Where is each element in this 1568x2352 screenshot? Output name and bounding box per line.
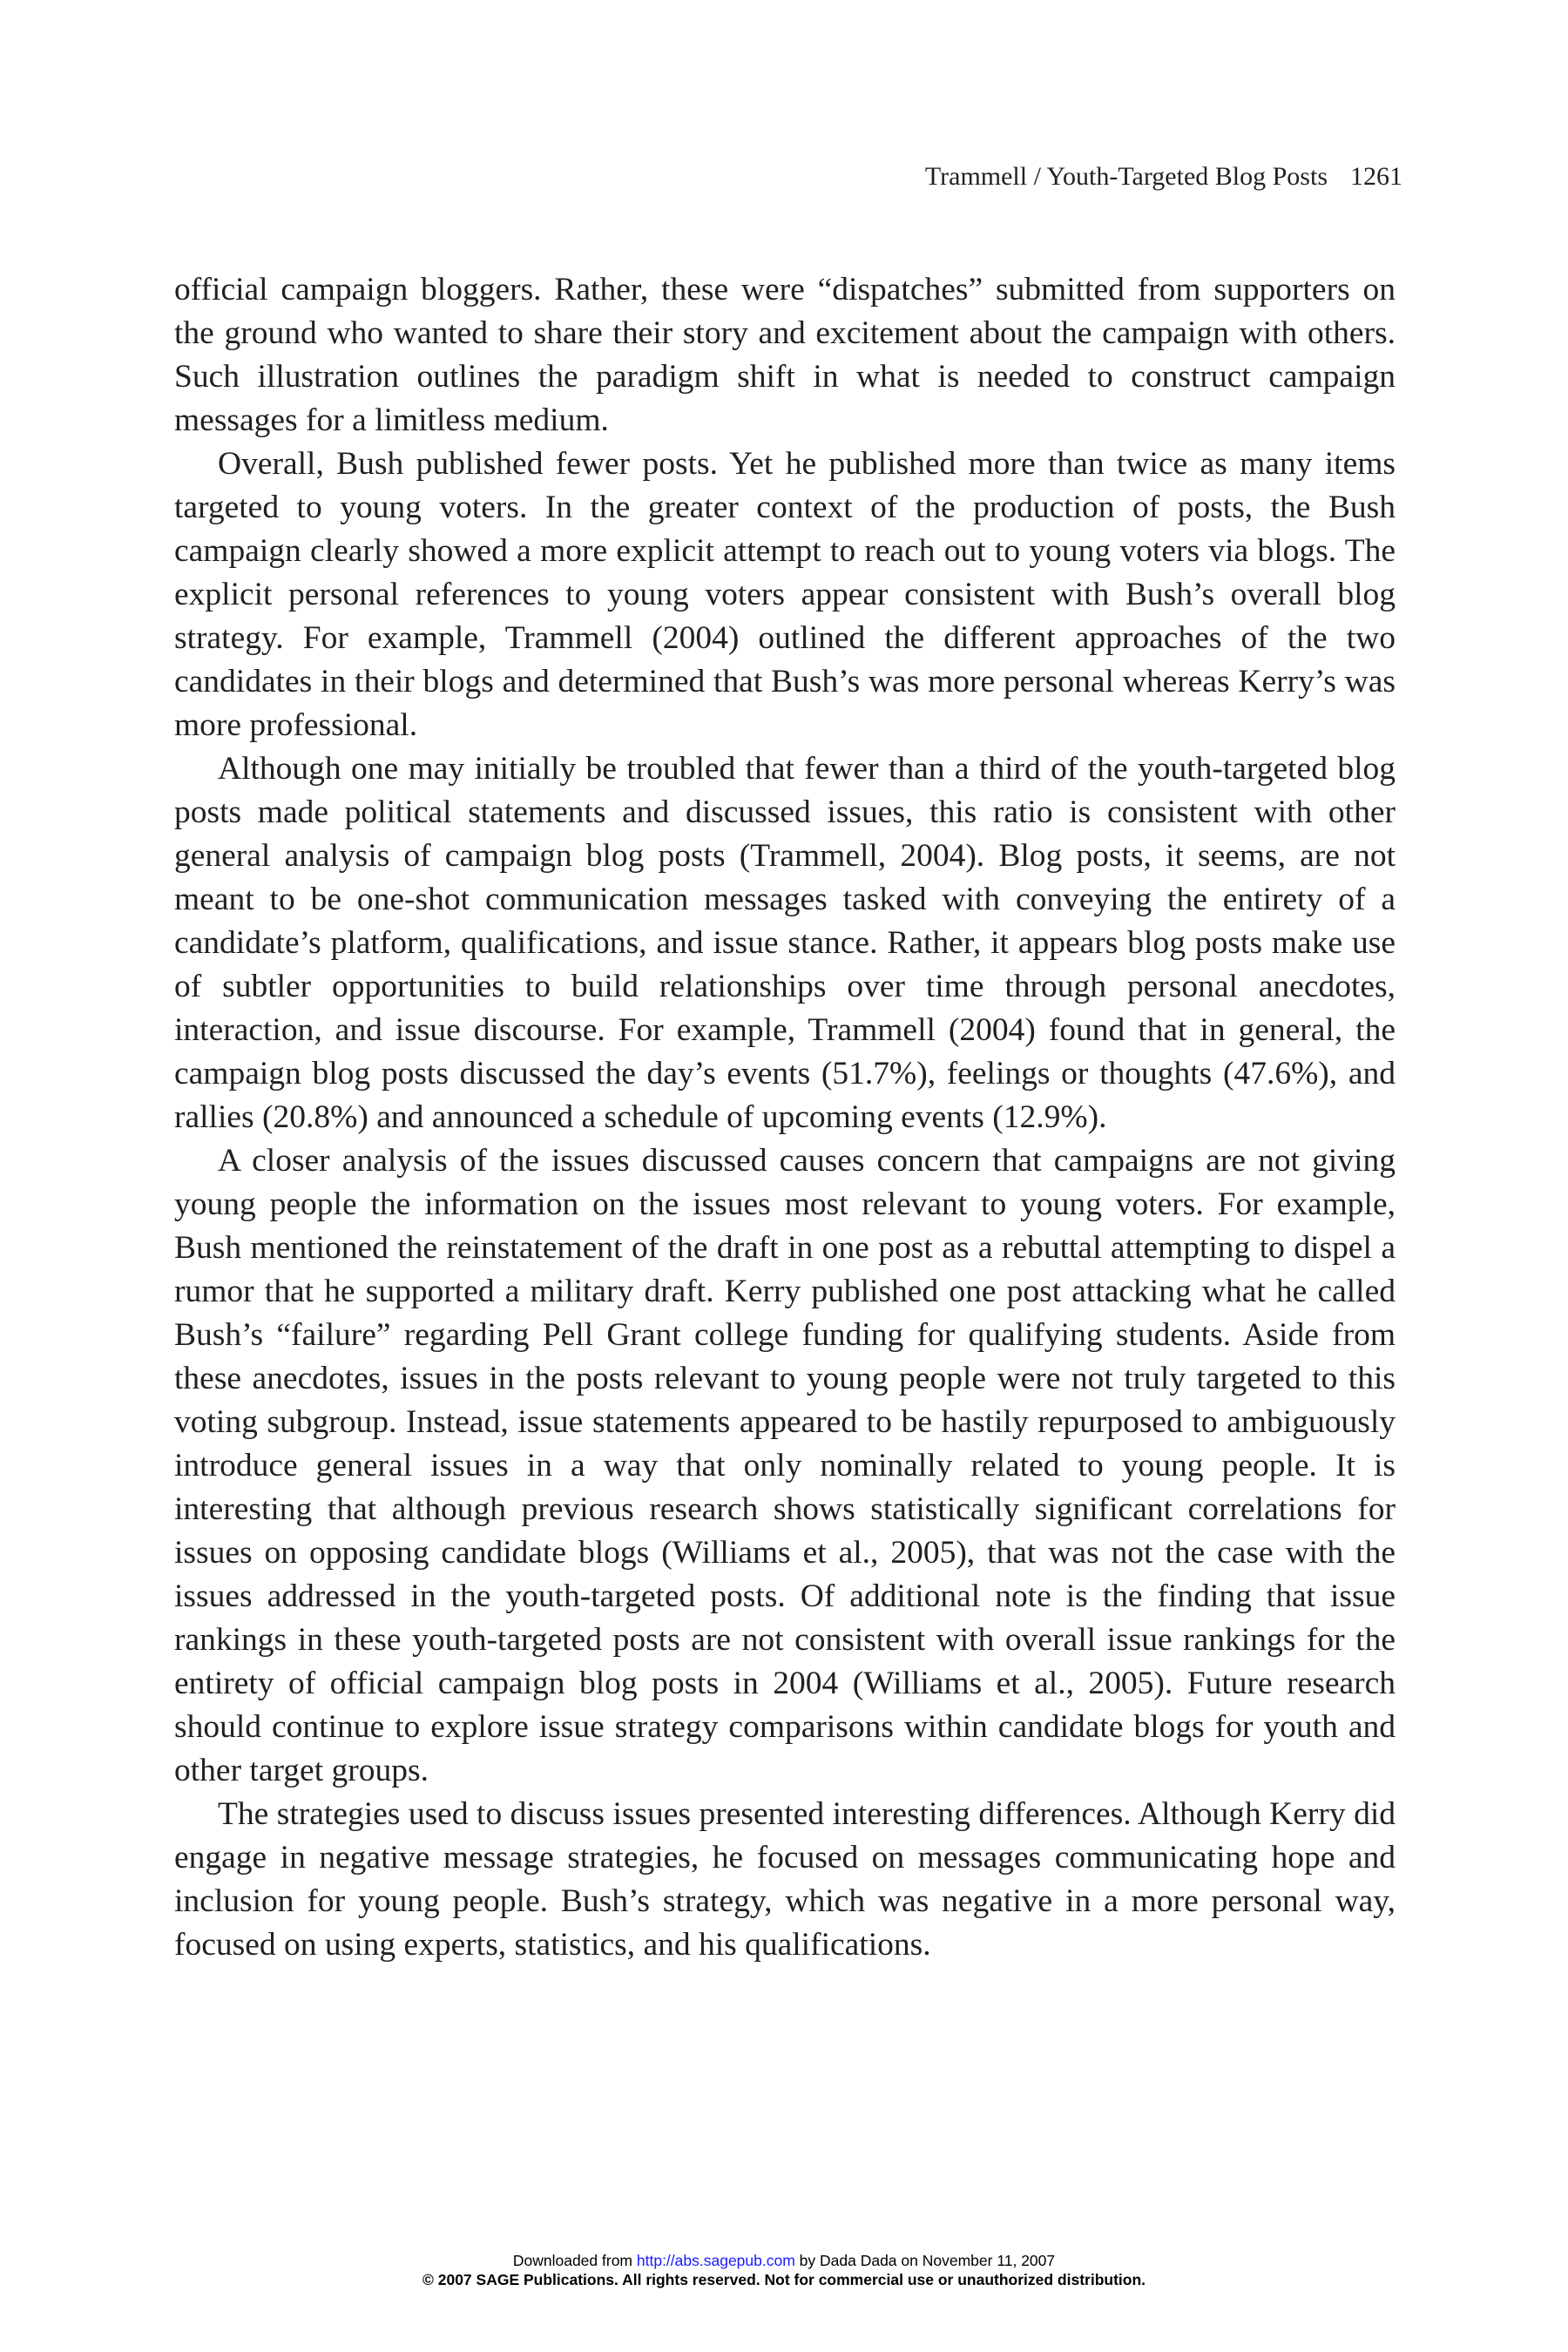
download-suffix: by Dada Dada on November 11, 2007 [794,2252,1056,2269]
download-notice [0,2251,1568,2270]
download-prefix: Downloaded from [512,2252,637,2269]
paragraph-1: official campaign bloggers. Rather, these were “dispatches” submitted from supporters on the ground who wanted to share their story and excitement about the campaign with others. Such illustration outlines the paradigm shift in what is needed to construct campaign messages for a limitless medium. [174,272,1396,438]
paragraph-4: A closer analysis of the issues discussed causes concern that campaigns are not giving young people the information on the issues most relevant to young voters. For example, Bush mentioned the reinstatement of the draft in one post as a rebuttal attempting to dispel a rumor that he supported a military draft. Kerry published one post attacking what he called Bush’s “failure” regarding Pell Grant college funding for qualifying students. Aside from these anecdotes, issues in the posts relevant to young people were not truly targeted to this voting subgroup. Instead, issue statements appeared to be hastily repurposed to ambiguously introduce general issues in a way that only nominally related to young people. It is interesting that although previous research shows statistically significant correlations for issues on opposing candidate blogs (Williams et al., 2005), that was not the case with the issues addressed in the youth-targeted posts. Of additional note is the finding that issue rankings in these youth-targeted posts are not consistent with overall issue rankings for the entirety of official campaign blog posts in 2004 (Williams et al., 2005). Future research should continue to explore issue strategy comparisons within candidate blogs for youth and other target groups. [174,1143,1396,1788]
paragraph-3: Although one may initially be troubled that fewer than a third of the youth-targeted blog posts made political statements and discussed issues, this ratio is consistent with other general analysis of campaign blog posts (Trammell, 2004). Blog posts, it seems, are not meant to be one-shot communication messages tasked with conveying the entirety of a candidate’s platform, qualifications, and issue stance. Rather, it appears blog posts make use of subtler opportunities to build relationships over time through personal anecdotes, interaction, and issue discourse. For example, Trammell (2004) found that in general, the campaign blog posts discussed the day’s events (51.7%), feelings or thoughts (47.6%), and rallies (20.8%) and announced a schedule of upcoming events (12.9%). [174,751,1396,1135]
download-footer [0,2251,1568,2289]
paragraph-5: The strategies used to discuss issues presented interesting differences. Although Kerry did engage in negative message strategies, he focused on messages communicating hope and inclusion for young people. Bush’s strategy, which was negative in a more personal way, focused on using experts, statistics, and his qualifications. [174,1796,1396,1963]
running-head [925,159,1402,194]
paragraph-2: Overall, Bush published fewer posts. Yet he published more than twice as many items targeted to young voters. In the greater context of the production of posts, the Bush campaign clearly showed a more explicit attempt to reach out to young voters via blogs. The explicit personal references to young voters appear consistent with Bush’s overall blog strategy. For example, Trammell (2004) outlined the different approaches of the two candidates in their blogs and determined that Bush’s was more personal whereas Kerry’s was more professional. [174,446,1396,743]
copyright-notice: © 2007 SAGE Publications. All rights reserved. Not for commercial use or unauthorized distribution. [422,2271,1146,2288]
article-body [174,268,1396,1967]
sagepub-link[interactable]: http://abs.sagepub.com [636,2252,795,2269]
running-title: Trammell / Youth-Targeted Blog Posts [924,162,1328,191]
page-number: 1261 [1350,162,1402,191]
